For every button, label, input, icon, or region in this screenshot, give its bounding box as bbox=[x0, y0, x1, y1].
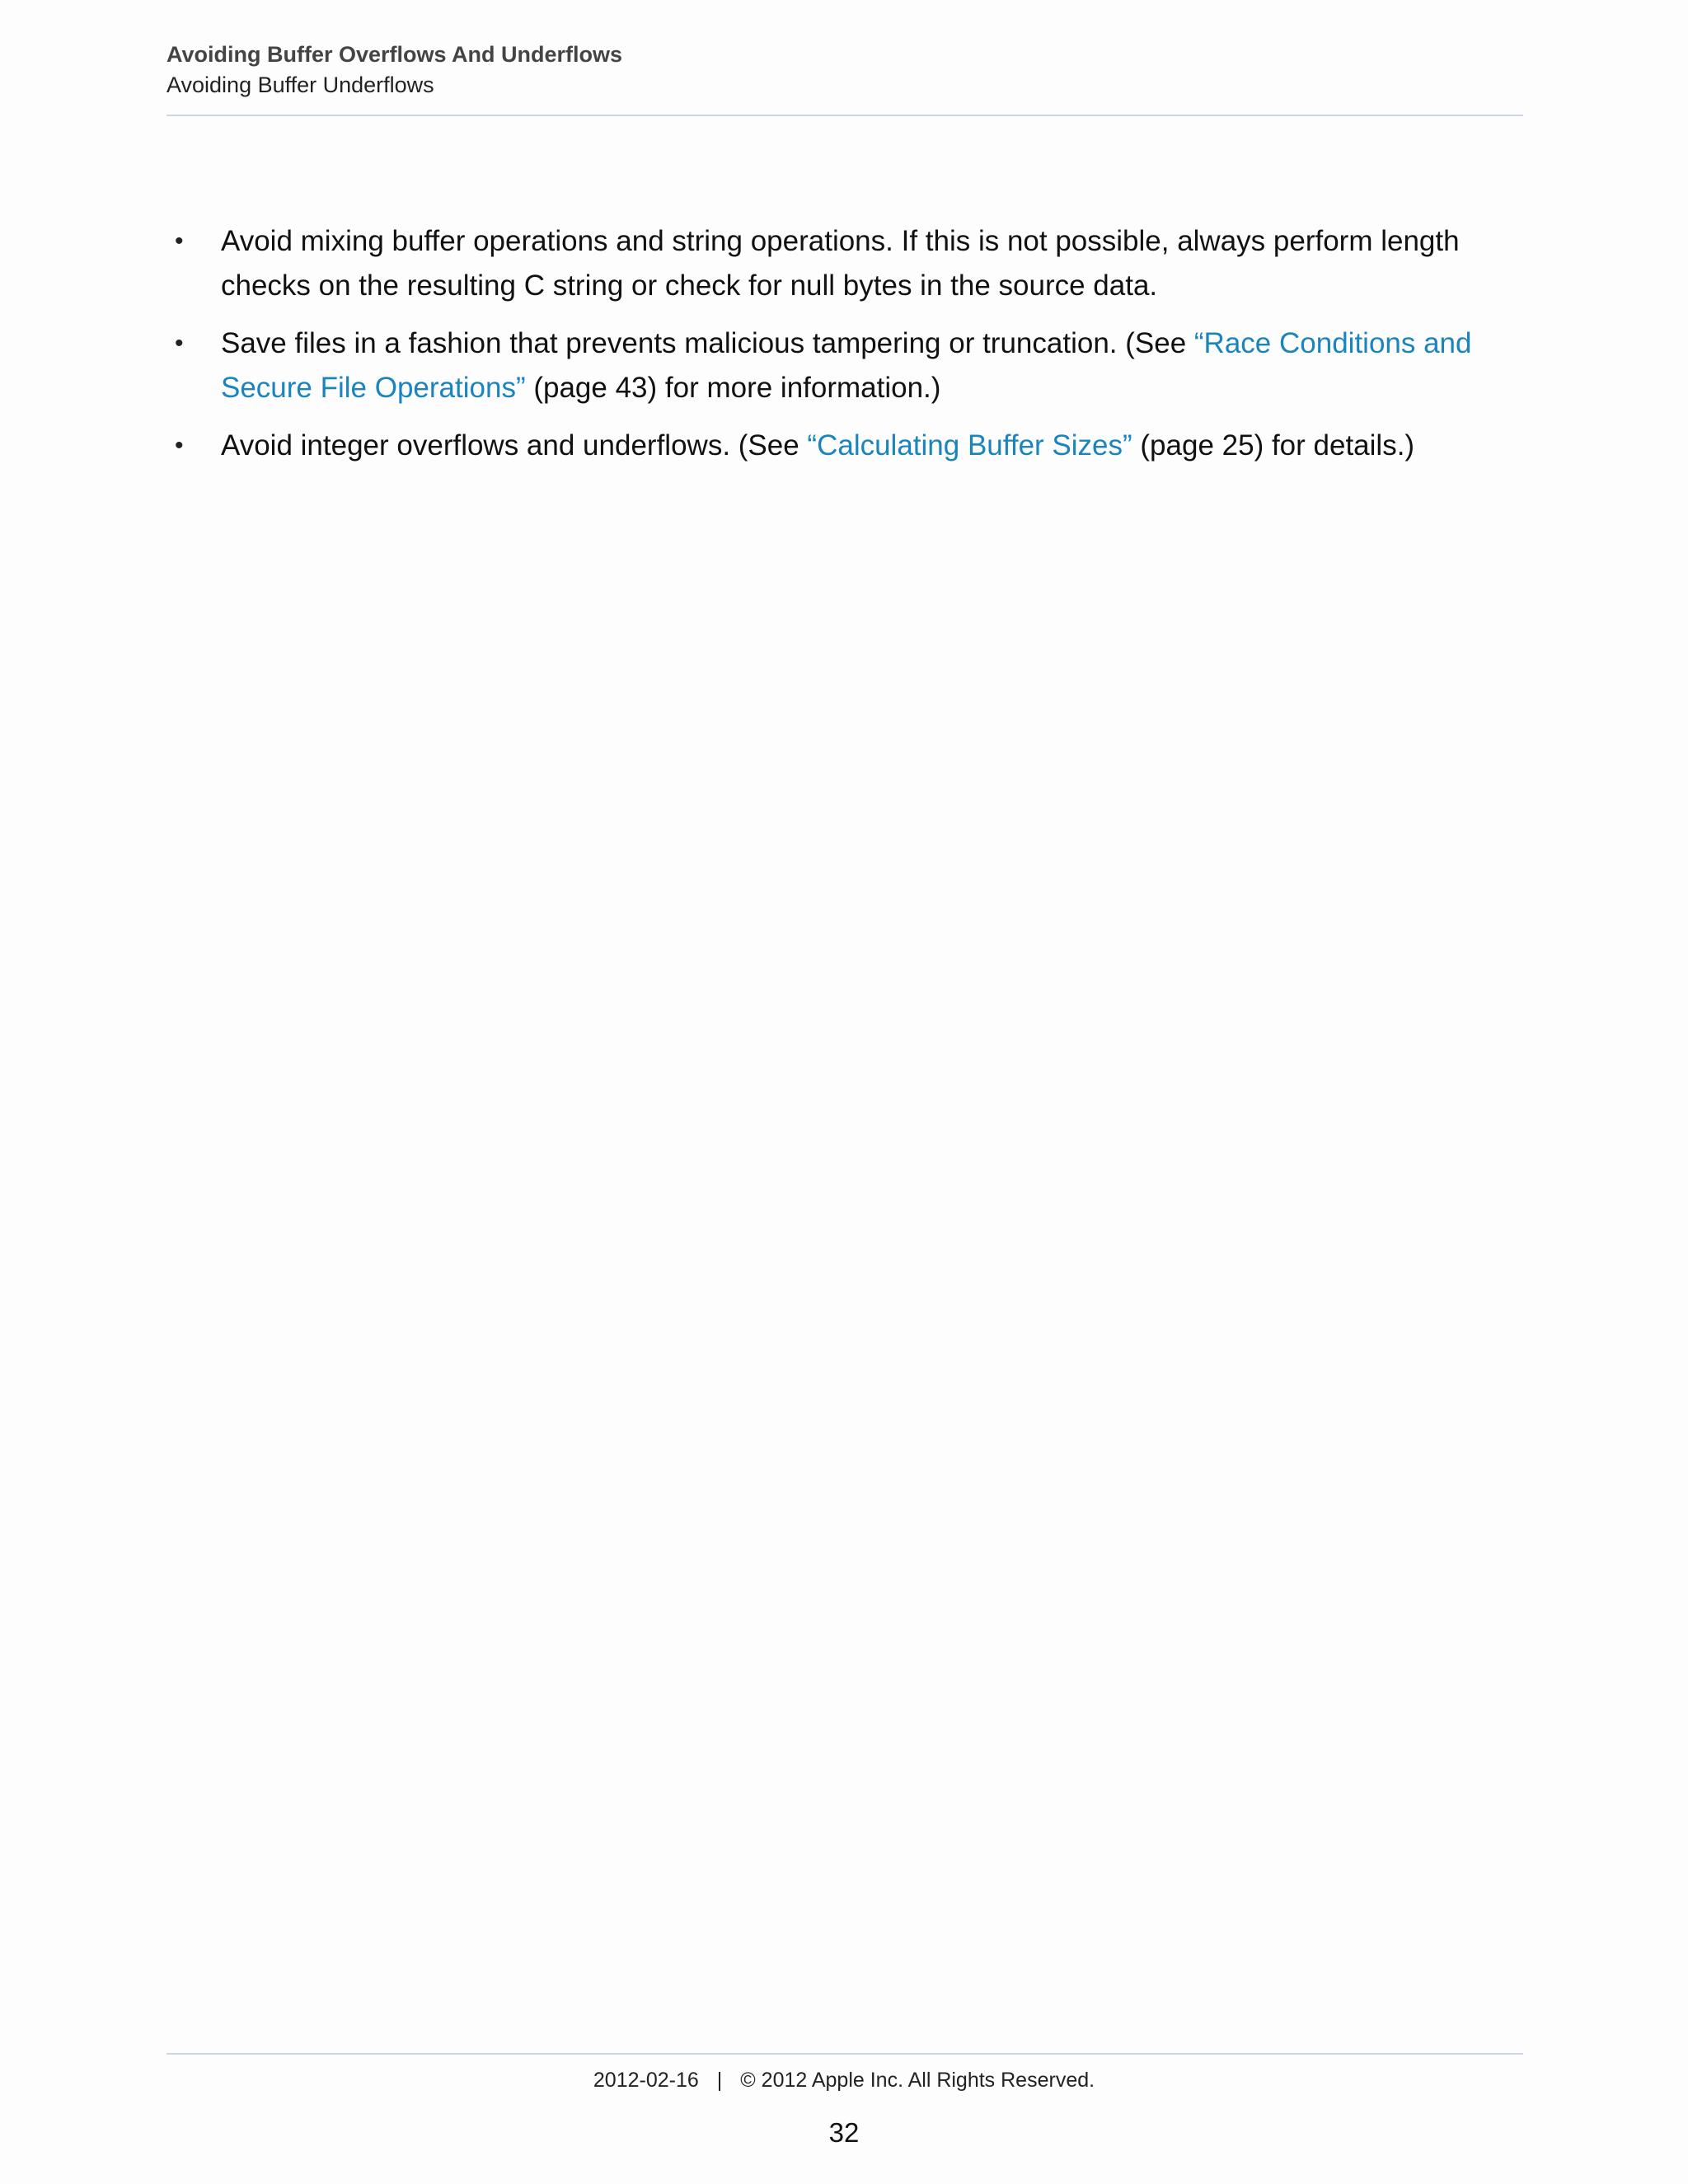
footer bbox=[0, 2065, 1688, 2095]
bullet-text-after: (page 25) for details.) bbox=[1132, 429, 1415, 462]
calculating-buffer-sizes-link[interactable]: “Calculating Buffer Sizes” bbox=[807, 429, 1132, 462]
footer-date: 2012-02-16 bbox=[593, 2069, 699, 2092]
bullet-text: Save files in a fashion that prevents malicious tampering or truncation. (See bbox=[221, 327, 1194, 359]
header-divider bbox=[166, 115, 1523, 116]
bullet-text: Avoid mixing buffer operations and string operations. If this is not possible, always perform length checks on the resulting C string or check for null bytes in the source data. bbox=[221, 225, 1460, 302]
section-title: Avoiding Buffer Underflows bbox=[166, 73, 434, 97]
bullet-icon: • bbox=[175, 227, 184, 255]
footer-divider bbox=[166, 2053, 1523, 2055]
page-number: 32 bbox=[828, 2117, 860, 2148]
footer-copyright: © 2012 Apple Inc. All Rights Reserved. bbox=[740, 2069, 1095, 2092]
list-item bbox=[166, 424, 1523, 468]
bullet-icon: • bbox=[175, 330, 184, 357]
bullet-icon: • bbox=[175, 432, 184, 459]
chapter-title: Avoiding Buffer Overflows And Underflows bbox=[166, 42, 623, 67]
bullet-text: Avoid integer overflows and underflows. (See bbox=[221, 429, 808, 462]
bullet-text-after: (page 43) for more information.) bbox=[525, 372, 941, 404]
footer-separator: | bbox=[716, 2069, 723, 2092]
race-conditions-link[interactable]: “Race Conditions and Secure File Operations” bbox=[221, 327, 1472, 404]
bullet-list bbox=[166, 219, 1523, 481]
running-header bbox=[166, 40, 1523, 101]
list-item bbox=[166, 321, 1523, 410]
list-item bbox=[166, 219, 1523, 308]
